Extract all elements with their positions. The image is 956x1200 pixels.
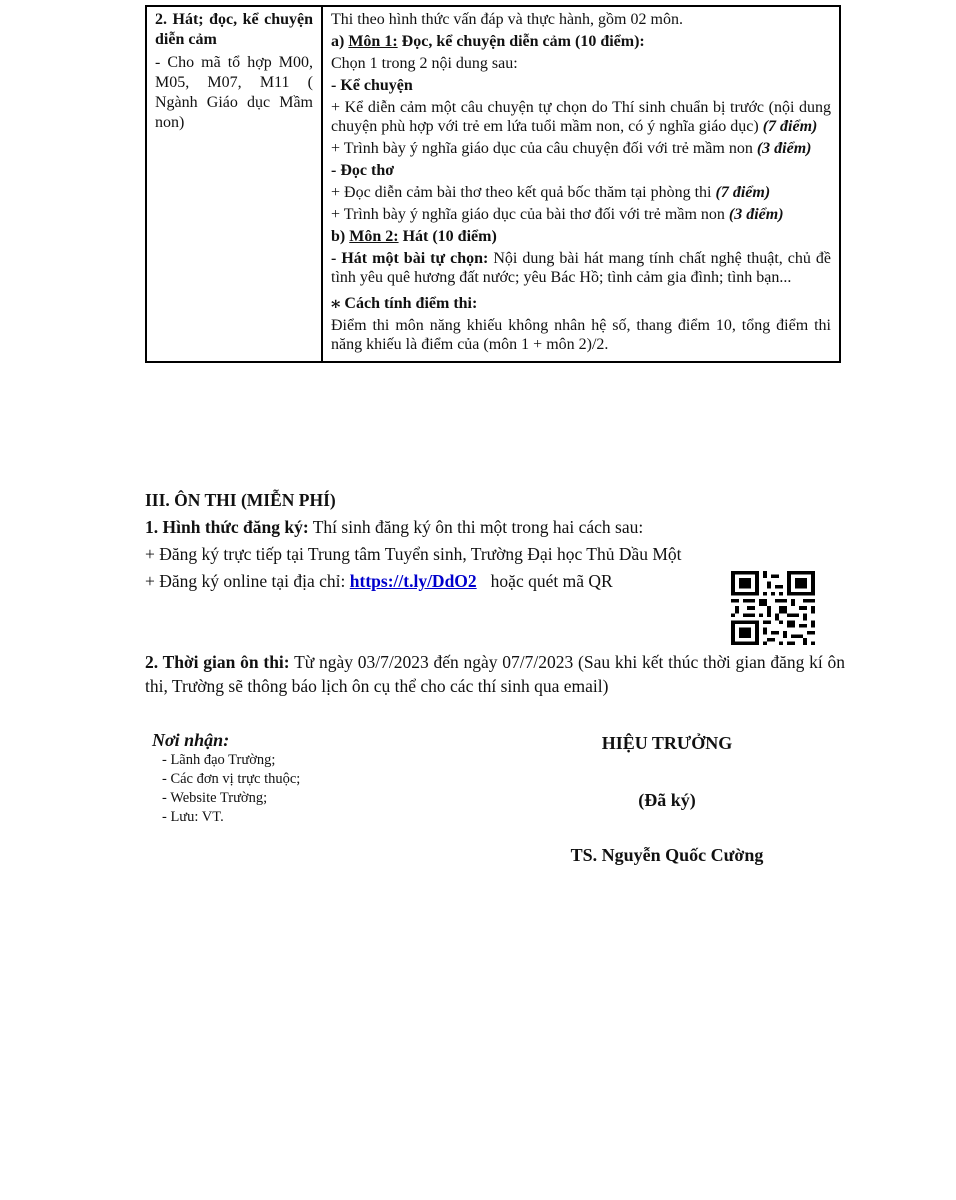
- registration-link[interactable]: https://t.ly/DdO2: [349, 571, 477, 591]
- exam-content-table: [145, 5, 841, 363]
- cach-tinh-text: Điểm thi môn năng khiếu không nhân hệ số, thang điểm 10, tổng điểm thi năng khiếu là điểm của (môn 1 + môn 2)/2.: [331, 317, 831, 353]
- section-heading: III. ÔN THI (MIỄN PHÍ): [145, 490, 336, 510]
- choose-text: Chọn 1 trong 2 nội dung sau:: [331, 55, 518, 72]
- exam-intro: Thi theo hình thức vấn đáp và thực hành, gồm 02 môn.: [331, 11, 683, 28]
- registration-online-line: + Đăng ký online tại địa chỉ: https://t.ly/DdO2 hoặc quét mã QR: [145, 571, 613, 591]
- recipient-item: - Website Trường;: [162, 790, 268, 806]
- signer-role: HIỆU TRƯỞNG: [601, 733, 733, 753]
- signature-status: (Đã ký): [638, 790, 696, 810]
- qr-code-icon[interactable]: [731, 571, 815, 645]
- recipients-list: [152, 751, 300, 827]
- content-cell: [322, 6, 840, 362]
- doc-tho-item-2: + Trình bày ý nghĩa giáo dục của bài thơ đối với trẻ mầm non (3 điểm): [331, 206, 784, 223]
- registration-form-line: 1. Hình thức đăng ký: Thí sinh đăng ký ôn thi một trong hai cách sau:: [145, 517, 644, 537]
- asterisk-icon: ⁎: [331, 292, 341, 312]
- recipients-title: Nơi nhận:: [152, 730, 230, 750]
- recipient-item: - Lãnh đạo Trường;: [162, 752, 276, 768]
- cach-tinh-heading: ⁎ Cách tính điểm thi:: [331, 292, 478, 312]
- hat-item: - Hát một bài tự chọn: Nội dung bài hát mang tính chất nghệ thuật, chủ đề tình yêu quê hương đất nước; yêu Bác Hồ; tình cảm gia đình; tình bạn...: [331, 250, 831, 286]
- mon2-heading: b) Môn 2: Hát (10 điểm): [331, 228, 497, 245]
- recipients-block: [152, 729, 300, 827]
- subject-cell: [146, 6, 322, 362]
- recipient-item: - Lưu: VT.: [162, 809, 224, 825]
- review-time-paragraph: 2. Thời gian ôn thi: Từ ngày 03/7/2023 đến ngày 07/7/2023 (Sau khi kết thúc thời gian đăng kí ôn thi, Trường sẽ thông báo lịch ôn cụ thể cho các thí sinh qua email): [145, 652, 846, 696]
- recipient-item: - Các đơn vị trực thuộc;: [162, 771, 301, 787]
- registration-direct-line: + Đăng ký trực tiếp tại Trung tâm Tuyển sinh, Trường Đại học Thủ Dầu Một: [145, 544, 682, 564]
- signer-name: TS. Nguyễn Quốc Cường: [570, 845, 764, 865]
- subject-title: 2. Hát; đọc, kể chuyện diễn cảm: [155, 11, 313, 48]
- ke-chuyen-heading: - Kể chuyện: [331, 77, 413, 94]
- ke-chuyen-item-1: + Kể diễn cảm một câu chuyện tự chọn do Thí sinh chuẩn bị trước (nội dung chuyện phù hợp với trẻ em lứa tuổi mầm non, có ý nghĩa giáo dục) (7 điểm): [331, 99, 831, 135]
- doc-tho-item-1: + Đọc diễn cảm bài thơ theo kết quả bốc thăm tại phòng thi (7 điểm): [331, 184, 771, 201]
- ke-chuyen-item-2: + Trình bày ý nghĩa giáo dục của câu chuyện đối với trẻ mầm non (3 điểm): [331, 140, 812, 157]
- doc-tho-heading: - Đọc thơ: [331, 162, 395, 179]
- mon1-heading: a) Môn 1: Đọc, kể chuyện diễn cảm (10 điểm):: [331, 33, 645, 50]
- subject-note: - Cho mã tổ hợp M00, M05, M07, M11 ( Ngành Giáo dục Mầm non): [155, 54, 313, 131]
